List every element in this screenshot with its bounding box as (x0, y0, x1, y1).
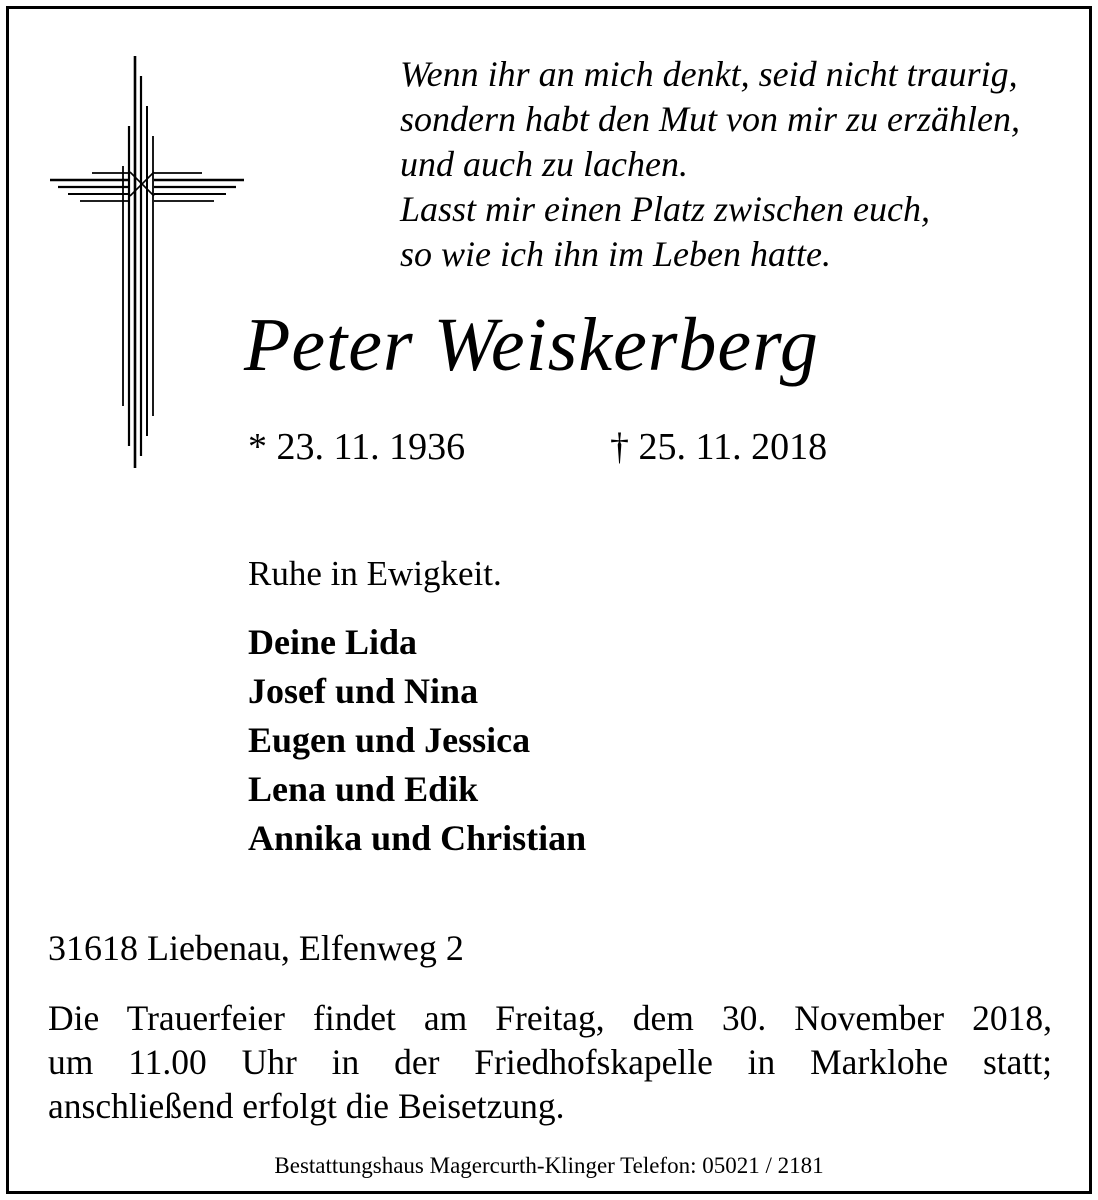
ceremony-line: um 11.00 Uhr in der Friedhofskapelle in Marklohe statt; (48, 1042, 1052, 1082)
poem-line: sondern habt den Mut von mir zu erzählen, (400, 99, 1020, 139)
address: 31618 Liebenau, Elfenweg 2 (48, 928, 464, 968)
ceremony-line: anschließend erfolgt die Beisetzung. (48, 1086, 565, 1126)
funeral-home-footer: Bestattungshaus Magercurth-Klinger Telefon: 05021 / 2181 (274, 1153, 824, 1178)
deceased-name: Peter Weiskerberg (244, 303, 819, 387)
family-member: Josef und Nina (248, 671, 479, 711)
poem-line: Lasst mir einen Platz zwischen euch, (400, 189, 930, 229)
birth-date: * 23. 11. 1936 (248, 426, 466, 468)
cross-icon (44, 56, 244, 468)
death-date: † 25. 11. 2018 (610, 426, 828, 468)
family-member: Deine Lida (248, 622, 418, 662)
poem-line: so wie ich ihn im Leben hatte. (400, 234, 831, 274)
ceremony-line: Die Trauerfeier findet am Freitag, dem 30. November 2018, (48, 998, 1052, 1038)
family-member: Annika und Christian (248, 818, 587, 858)
poem-line: und auch zu lachen. (400, 144, 688, 184)
farewell-text: Ruhe in Ewigkeit. (248, 554, 502, 593)
ceremony-info (48, 996, 1052, 1128)
family-member: Eugen und Jessica (248, 720, 531, 760)
poem-line: Wenn ihr an mich denkt, seid nicht traurig, (400, 54, 1018, 94)
family-member: Lena und Edik (248, 769, 479, 809)
poem (400, 52, 1080, 277)
family-list (248, 618, 586, 863)
